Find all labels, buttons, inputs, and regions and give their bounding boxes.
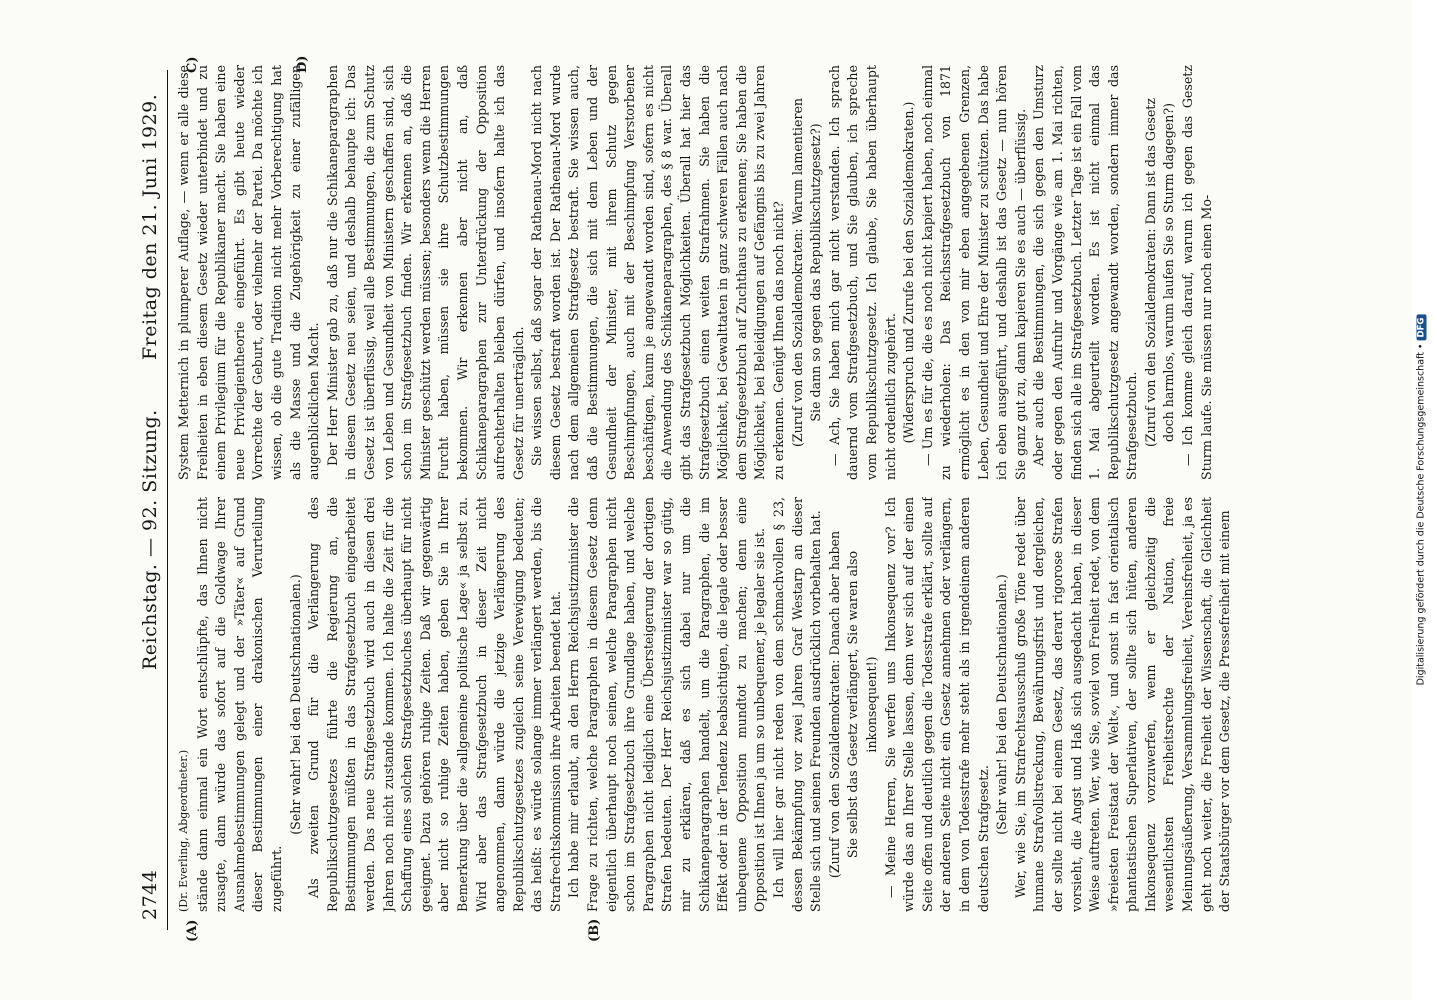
- page-number: 2744: [139, 869, 161, 920]
- margin-marker-c: C): [185, 56, 200, 73]
- interjection: (Zuruf von den Sozialdemokraten: Warum lamentieren Sie dann so gegen das Republikschutzgesetz?): [789, 97, 824, 448]
- interjection: (Zuruf von den Sozialdemokraten: Dann ist das Gesetz doch harmlos, warum laufen Sie so Sturm dagegen?): [1142, 97, 1177, 448]
- paragraph: — Um es für die, die es noch nicht kapiert haben, noch einmal zu wiederholen: Das Reichsstrafgesetzbuch von 1871 ermöglicht es in den von mir eben angegebenen Grenzen, Leben, Gesundheit und Ehre der Minister zu schützen. Das habe ich eben ausgeführt, und deshalb ist das Gesetz — nun hören Sie ganz gut zu, dann kapieren Sie es auch — überflüssig.: [919, 65, 1028, 480]
- interjection: (Zuruf von den Sozialdemokraten: Danach aber haben Sie selbst das Gesetz verlängert, Sie waren also inkonsequent!): [826, 530, 879, 879]
- paragraph: Der Herr Minister gab zu, daß nur die Schikaneparagraphen in diesem Gesetz neu seien, und deshalb behaupte ich: Das Gesetz ist überflüssig, weil alle Bestimmungen, die zum Schutz von Leben und Gesundheit von Ministern geschaffen sind, sich schon im Strafgesetzbuch finden. Wir erkennen an, daß die Minister geschützt werden müssen; besonders wenn die Herren Furcht haben, müssen sie ihre Schutzbestimmungen bekommen. Wir erkennen aber nicht an, daß Schikaneparagraphen zur Unterdrückung der Opposition aufrechterhalten bleiben dürfen, und insofern halte ich das Gesetz für unerträglich.: [324, 65, 526, 480]
- dfg-logo: DFG: [1417, 315, 1427, 341]
- paragraph: Als zweiten Grund für die Verlängerung des Republikschutzgesetzes führte die Regierung an, die Bestimmungen müßten in das Strafgesetzbuch eingearbeitet werden. Das neue Strafgesetzbuch wird auch in diesen drei Jahren noch nicht zustande kommen. Ich halte die Zeit für die Schaffung eines solchen Strafgesetzbuches überhaupt für nicht geeignet. Dazu gehören ruhige Zeiten. Daß wir gegenwärtig aber nicht so ruhige Zeiten haben, geben Sie in Ihrer Bemerkung über die »allgemeine politische Lage« ja selbst zu. Wird aber das Strafgesetzbuch in dieser Zeit nicht angenommen, dann würde die jetzige Verlängerung des Republikschutzgesetzes zugleich seine Verewigung bedeuten; das heißt: es würde solange immer verlängert werden, bis die Strafrechtskommission ihre Arbeiten beendet hat.: [306, 497, 563, 912]
- paragraph: System Metternich in plumperer Auflage, — wenn er alle diese Freiheiten in eben diesem Gesetz wieder unterbindet und zu einem Privilegium für die Republikaner macht. Sie haben eine neue Privilegientheorie eingeführt. Es gibt heute wieder Vorrechte der Geburt, oder vielmehr der Partei. Da möchte ich wissen, ob die gute Tradition nicht mehr Vorberechtigung hat als die Masse und die Zugehörigkeit zu einer zufälligen augenblicklichen Macht.: [176, 65, 322, 480]
- digitization-credit: [1416, 315, 1427, 686]
- session-title: Reichstag. — 92. Sitzung.: [139, 409, 161, 670]
- paragraph: — Ach, Sie haben mich gar nicht verstanden. Ich sprach dauernd vom Strafgesetzbuch, und Sie glauben, ich spreche vom Republikschutzgesetz. Ich glaube, Sie haben überhaupt nicht ordentlich zugehört.: [826, 65, 898, 480]
- paragraph: Sie wissen selbst, daß sogar der Rathenau-Mord nicht nach diesem Gesetz bestraft worden ist. Der Rathenau-Mord wurde nach dem allgemeinen Strafgesetz bestraft. Sie wissen auch, daß die Bestimmungen, die sich mit dem Leben und der Gesundheit der Minister, mit ihrem Schutz gegen Beschimpfungen, auch mit der Beschimpfung Verstorbener beschäftigen, kaum je angewandt worden sind, sofern es nicht die Anwendung des Schikaneparagraphen, des § 8 war. Überall gibt das Strafgesetzbuch Möglichkeiten. Überall hat hier das Strafgesetzbuch einen weiten Strafrahmen. Sie haben die Möglichkeit, bei Gewalttaten in ganz schweren Fällen auch nach dem Strafgesetzbuch auf Zuchthaus zu erkennen; Sie haben die Möglichkeit, bei Beleidigungen auf Gefängnis bis zu zwei Jahren zu erkennen. Genügt Ihnen das noch nicht?: [529, 65, 786, 480]
- margin-marker-a: (A): [185, 919, 200, 942]
- right-column: [175, 65, 1327, 480]
- speaker-line: (Dr. Everling, Abgeordneter.): [177, 749, 190, 912]
- page-header: [139, 70, 165, 920]
- paragraph: Aber auch die Bestimmungen, die sich gegen den Umsturz oder gegen den Aufruhr und Vorgänge wie am 1. Mai richten, finden sich alle im Strafgesetzbuch. Letzter Tage ist ein Fall vom 1. Mai abgeurteilt worden. Es ist nicht einmal das Republikschutzgesetz angewandt worden, sondern immer das Strafgesetzbuch.: [1031, 65, 1140, 480]
- session-date: Freitag den 21. Juni 1929.: [139, 93, 161, 360]
- margin-marker-b: (B): [587, 918, 602, 942]
- margin-marker-d: D): [295, 55, 310, 73]
- interjection: (Widerspruch und Zurufe bei den Sozialdemokraten.): [901, 101, 917, 444]
- rotated-page: [67, 50, 1367, 950]
- paragraph: — Ich komme gleich darauf, warum ich gegen das Gesetz Sturm laufe. Sie müssen nur noch einen Mo-: [1180, 65, 1214, 480]
- paragraph: stände dann einmal ein Wort entschlüpfte, das Ihnen nicht zusagte, dann würde das sofort auf die Goldwage Ihrer Ausnahmebestimmungen gelegt und der »Täter« auf Grund dieser Bestimmungen einer drakonischen Verurteilung zugeführt.: [194, 497, 284, 912]
- credit-text: Digitalisierung gefördert durch die Deutsche Forschungsgemeinschaft •: [1415, 343, 1427, 686]
- header-rule: [167, 70, 168, 930]
- paragraph: Ich will hier gar nicht reden von dem schmachvollen § 23, dessen Bekämpfung vor zwei Jahren Graf Westarp an dieser Stelle sich und seinen Freunden ausdrücklich vorbehalten hat.: [771, 497, 824, 912]
- interjection: (Sehr wahr! bei den Deutschnationalen.): [287, 574, 303, 835]
- left-column: [175, 497, 1327, 912]
- paragraph: — Meine Herren, Sie werfen uns Inkonsequenz vor? Ich würde das an Ihrer Stelle lassen, denn wer sich auf der einen Seite offen und deutlich gegen die Todesstrafe erklärt, sollte auf der anderen Seite nicht ein Gesetz annehmen oder verlängern, in dem von Todesstrafe mehr steht als in irgendeinem anderen deutschen Strafgesetz.: [882, 497, 991, 912]
- paragraph: Ich habe mir erlaubt, an den Herrn Reichsjustizminister die Frage zu richten, welche Paragraphen in diesem Gesetz denn eigentlich überhaupt noch seinen, welche Paragraphen nicht schon im Strafgesetzbuch ihre Grundlage haben, und welche Paragraphen nicht lediglich eine Übersteigerung der dortigen Strafen bedeuten. Der Herr Reichsjustizminister war so gütig, mir zu erklären, daß es sich dabei nur um die Schikaneparagraphen handelt, um die Paragraphen, die im Effekt oder in der Tendenz beabsichtigen, die legale oder besser unbequeme Opposition mundtot zu machen; denn eine Opposition ist Ihnen ja um so unbequemer, je legaler sie ist.: [566, 497, 768, 912]
- paragraph: Wer, wie Sie, im Strafrechtsausschuß große Töne redet über humane Strafvollstreckung, Bewährungsfrist und dergleichen, der sollte nicht bei einem Gesetz, das derart rigorose Strafen vorsieht, die Angst und Haß sich ausgedacht haben, in dieser Weise auftreten. Wer, wie Sie, soviel von Freiheit redet, von dem »freiesten Freistaat der Welt«, und sonst in fast orientalisch phantastischen Superlativen, der sollte sich hüten, anderen Inkonsequenz vorzuwerfen, wenn er gleichzeitig die wesentlichsten Freiheitsrechte der Nation, freie Meinungsäußerung, Versammlungsfreiheit, Vereinsfreiheit, ja es geht noch weiter, die Freiheit der Wissenschaft, die Gleichheit der Staatsbürger vor dem Gesetz, die Pressefreiheit mit einem: [1012, 497, 1233, 912]
- interjection: (Sehr wahr! bei den Deutschnationalen.): [994, 574, 1010, 835]
